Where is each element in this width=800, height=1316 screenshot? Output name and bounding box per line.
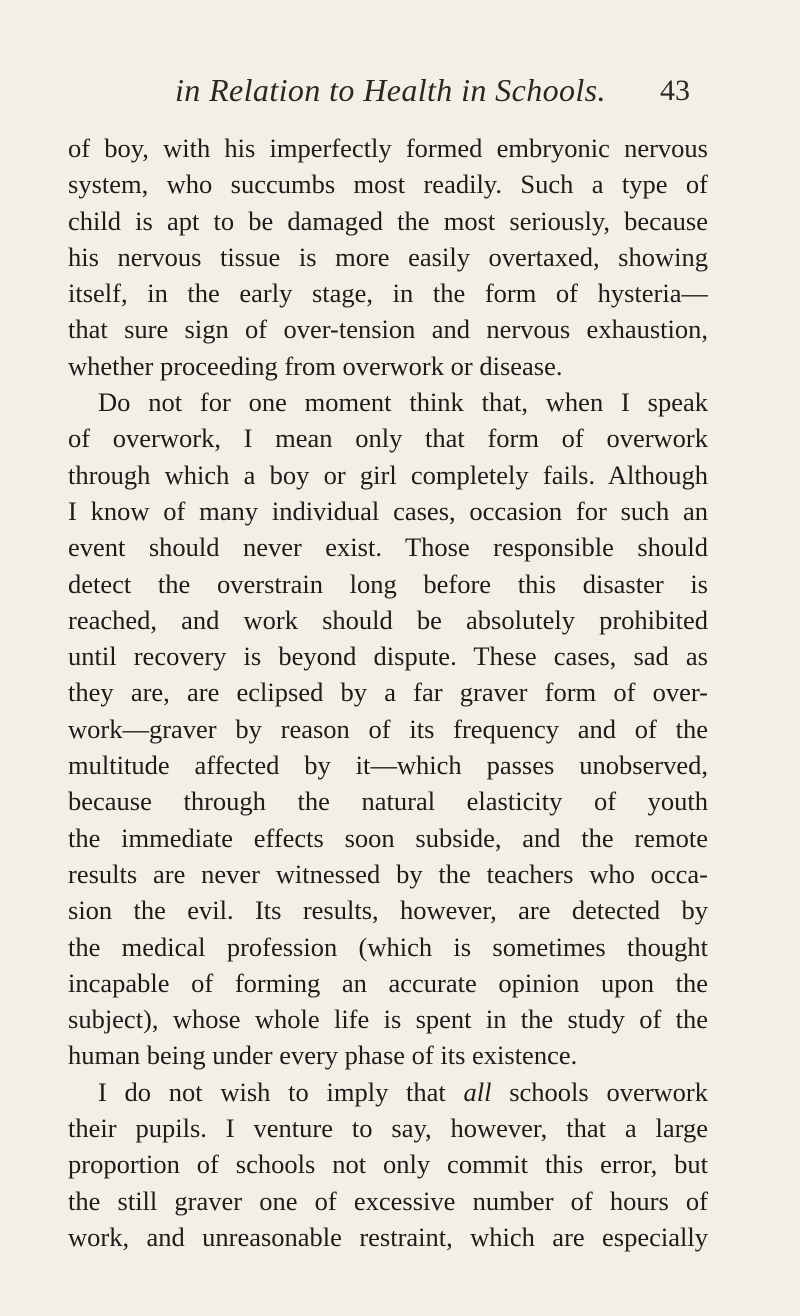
text-line: whether proceeding from overwork or disease.: [68, 350, 563, 381]
text-line: of overwork, I mean only that form of overwork: [68, 423, 708, 454]
body-text: [68, 130, 708, 1255]
text-line: I do not wish to imply that all schools overwork: [98, 1076, 708, 1107]
text-line: the immediate effects soon subside, and the remote: [68, 822, 708, 853]
text-line: because through the natural elasticity of youth: [68, 786, 708, 817]
text-line: event should never exist. Those responsible should: [68, 532, 708, 563]
text-line: incapable of forming an accurate opinion upon the: [68, 967, 708, 998]
text-line: human being under every phase of its existence.: [68, 1040, 578, 1071]
text-line: results are never witnessed by the teachers who occa-: [68, 858, 708, 889]
text-line: sion the evil. Its results, however, are detected by: [68, 895, 708, 926]
text-line: his nervous tissue is more easily overtaxed, showing: [68, 241, 708, 272]
text-line: subject), whose whole life is spent in the study of the: [68, 1004, 708, 1035]
running-title: in Relation to Health in Schools.: [175, 72, 606, 108]
text-line: work, and unreasonable restraint, which are especially: [68, 1221, 708, 1252]
emphasis: all: [463, 1076, 492, 1107]
text-line: the medical profession (which is sometimes thought: [68, 931, 708, 962]
text-line: work—graver by reason of its frequency and of the: [68, 713, 708, 744]
text-line: I know of many individual cases, occasion for such an: [68, 495, 708, 526]
text-line: detect the overstrain long before this disaster is: [68, 568, 708, 599]
text-line: child is apt to be damaged the most seriously, because: [68, 205, 708, 236]
text-line: Do not for one moment think that, when I speak: [98, 387, 708, 418]
text-line: that sure sign of over-tension and nervous exhaustion,: [68, 314, 708, 345]
text-line: itself, in the early stage, in the form of hysteria—: [68, 278, 708, 309]
page-number: 43: [660, 74, 690, 107]
text-line: reached, and work should be absolutely prohibited: [68, 604, 708, 635]
text-line: of boy, with his imperfectly formed embryonic nervous: [68, 133, 708, 163]
text-line: the still graver one of excessive number of hours of: [68, 1185, 708, 1216]
text-line: proportion of schools not only commit this error, but: [68, 1149, 708, 1180]
text-line: until recovery is beyond dispute. These cases, sad as: [68, 641, 708, 672]
text-line: they are, are eclipsed by a far graver form of over-: [68, 677, 708, 708]
running-head: [130, 72, 690, 112]
text-line: through which a boy or girl completely fails. Although: [68, 459, 708, 490]
text-line: multitude affected by it—which passes unobserved,: [68, 750, 708, 781]
text-line: system, who succumbs most readily. Such a type of: [68, 169, 708, 200]
text-line: their pupils. I venture to say, however, that a large: [68, 1113, 708, 1144]
